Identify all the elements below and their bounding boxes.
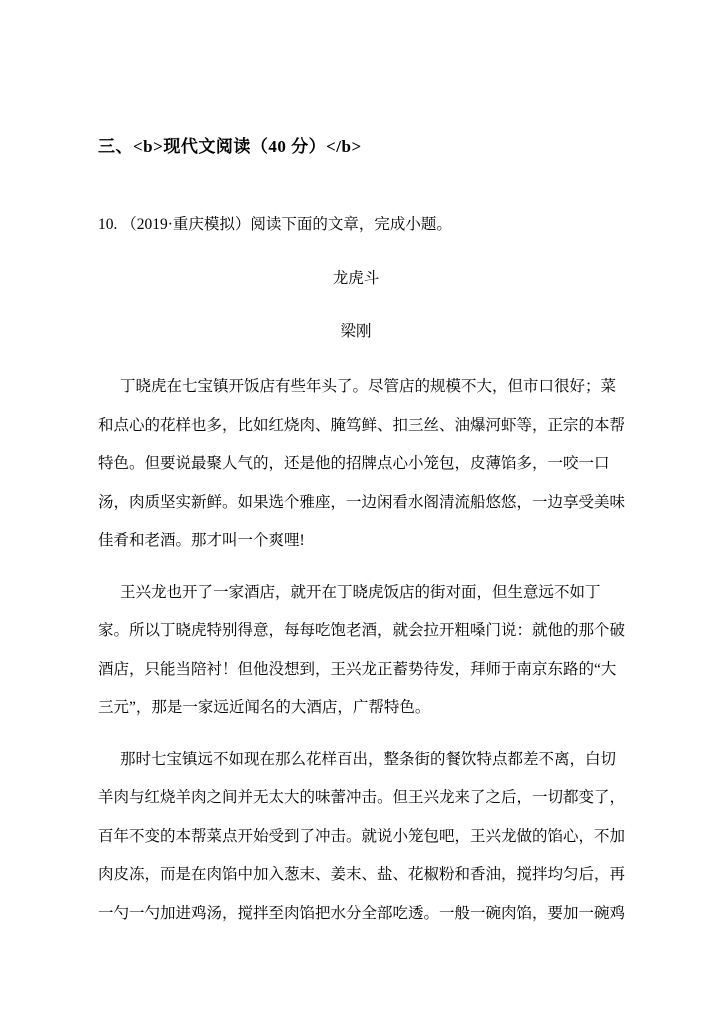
text-line: 汤，肉质坚实新鲜。如果选个雅座，一边闲看水阁清流船悠悠，一边享受美味	[98, 493, 626, 511]
story-paragraph-3	[98, 741, 626, 934]
section-heading: 三、<b>现代文阅读（40 分）</b>	[98, 137, 362, 156]
text-line: 羊肉与红烧羊肉之间并无太大的味蕾冲击。但王兴龙来了之后，一切都变了，	[98, 789, 626, 806]
text-line: 酒店，只能当陪衬！但他没想到，王兴龙正蓄势待发，拜师于南京东路的“大	[98, 660, 617, 678]
text-line: 和点心的花样也多，比如红烧肉、腌笃鲜、扣三丝、油爆河虾等，正宗的本帮	[98, 416, 626, 434]
text-line: 丁晓虎在七宝镇开饭店有些年头了。尽管店的规模不大，但市口很好；菜	[120, 378, 617, 395]
text-line: 一勺一勺加进鸡汤，搅拌至肉馅把水分全部吃透。一般一碗肉馅，要加一碗鸡	[98, 904, 626, 922]
question-intro: 10. （2019·重庆模拟）阅读下面的文章，完成小题。	[98, 216, 452, 233]
text-line: 肉皮冻，而是在肉馅中加入葱末、姜末、盐、花椒粉和香油，搅拌均匀后，再	[98, 866, 626, 883]
story-paragraph-2	[98, 574, 626, 728]
story-title: 龙虎斗	[332, 270, 380, 287]
text-line: 王兴龙也开了一家酒店，就开在丁晓虎饭店的街对面，但生意远不如丁	[120, 583, 601, 601]
text-line: 百年不变的本帮菜点开始受到了冲击。就说小笼包吧，王兴龙做的馅心，不加	[98, 827, 626, 845]
story-paragraph-1	[98, 368, 626, 561]
text-line: 家。所以丁晓虎特别得意，每每吃饱老酒，就会拉开粗嗓门说：就他的那个破	[98, 622, 626, 639]
text-line: 三元”，那是一家远近闻名的大酒店，广帮特色。	[98, 699, 431, 716]
text-line: 佳肴和老酒。那才叫一个爽哩!	[98, 532, 305, 549]
text-line: 那时七宝镇远不如现在那么花样百出，整条街的餐饮特点都差不离，白切	[120, 750, 617, 768]
text-line: 特色。但要说最聚人气的，还是他的招牌点心小笼包，皮薄馅多，一咬一口	[98, 455, 610, 472]
story-author: 梁刚	[340, 323, 372, 340]
